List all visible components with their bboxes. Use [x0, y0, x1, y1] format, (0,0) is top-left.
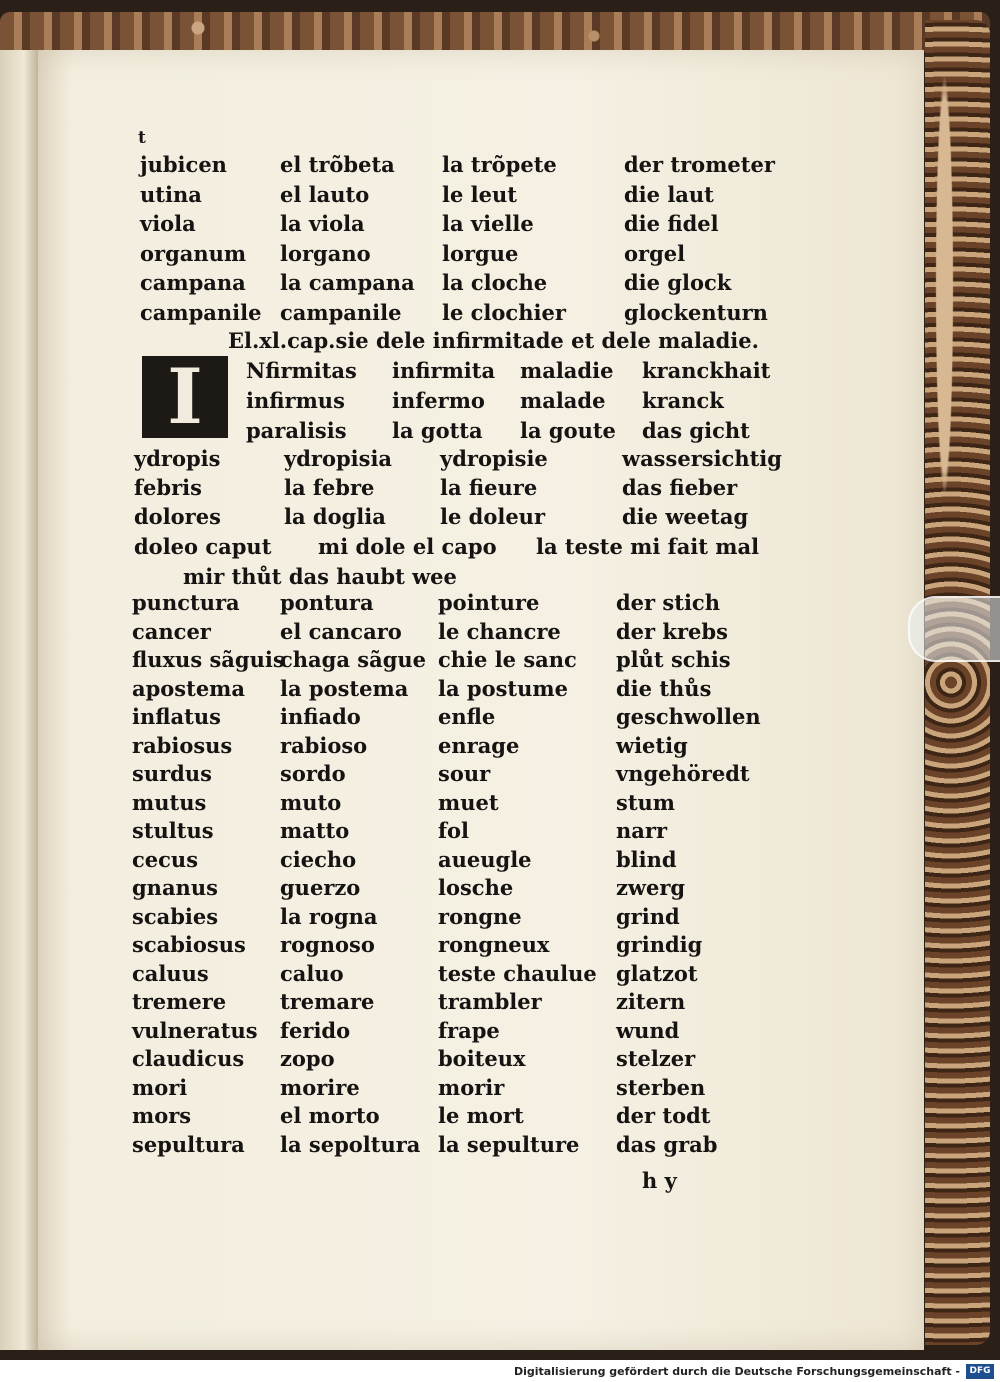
- vocab-cell: febris: [134, 475, 202, 500]
- vocab-cell: glockenturn: [624, 299, 768, 325]
- vocab-cell: matto: [280, 818, 350, 843]
- vocab-cell: enrage: [438, 732, 520, 758]
- vocab-cell: kranckhait: [642, 358, 771, 383]
- vocab-cell: organum: [140, 240, 247, 266]
- vocab-cell: ydropisia: [284, 446, 393, 471]
- vocab-cell: la viola: [280, 211, 365, 236]
- long-entry-line2: mir thůt das haubt wee: [183, 564, 457, 589]
- signature-mark-bottom: h y: [642, 1168, 677, 1193]
- vocab-cell: stum: [616, 789, 676, 815]
- vocab-cell: der stich: [616, 590, 720, 615]
- vocab-cell: la campana: [280, 270, 415, 295]
- vocab-cell: sordo: [280, 761, 346, 786]
- vocab-cell: die thůs: [616, 675, 712, 701]
- vocab-cell: la febre: [284, 475, 375, 500]
- vocab-cell: chaga sãgue: [280, 647, 427, 672]
- vocab-cell: orgel: [624, 240, 686, 266]
- vocab-cell: la cloche: [442, 270, 548, 295]
- vocab-cell: muto: [280, 789, 342, 815]
- vocab-cell: la trõpete: [442, 152, 557, 177]
- vocab-cell: inflatus: [132, 704, 221, 729]
- vocab-cell: der todt: [616, 1103, 711, 1128]
- vocab-cell: zitern: [616, 989, 686, 1014]
- vocab-cell: lorgue: [442, 240, 519, 266]
- vocab-cell: le doleur: [440, 504, 546, 529]
- vocab-cell: sepultura: [132, 1131, 245, 1157]
- vocab-cell: la fieure: [440, 475, 538, 500]
- vocab-cell: campana: [140, 270, 246, 295]
- vocab-cell: campanile: [140, 299, 262, 325]
- vocab-cell: la vielle: [442, 211, 534, 236]
- vocab-cell: viola: [140, 211, 196, 236]
- vocab-cell: la postume: [438, 675, 568, 701]
- vocab-cell: el morto: [280, 1103, 380, 1128]
- signature-mark-top: t: [138, 128, 146, 148]
- vocab-cell: stelzer: [616, 1046, 696, 1071]
- vocab-cell: ferido: [280, 1017, 351, 1043]
- vocab-cell: boiteux: [438, 1046, 526, 1071]
- vocab-cell: le clochier: [442, 299, 566, 325]
- vocab-cell: Nfirmitas: [246, 358, 357, 383]
- vocab-cell: malade: [520, 388, 606, 413]
- vocab-cell: surdus: [132, 761, 212, 786]
- vocab-cell: sterben: [616, 1074, 706, 1100]
- vocab-cell: caluus: [132, 960, 209, 986]
- vocab-cell: rongne: [438, 903, 522, 929]
- vocab-cell: la gotta: [392, 418, 483, 443]
- vocab-cell: ydropisie: [440, 446, 548, 471]
- vocab-cell: gnanus: [132, 875, 218, 900]
- vocab-cell: cancer: [132, 618, 211, 644]
- vocab-cell: la sepulture: [438, 1131, 580, 1157]
- vocab-cell: morir: [438, 1074, 505, 1100]
- vocab-cell: mori: [132, 1074, 188, 1100]
- vocab-cell: lorgano: [280, 240, 371, 266]
- vocab-cell: scabiosus: [132, 932, 246, 957]
- page-clip: [908, 596, 1000, 662]
- vocab-cell: tremare: [280, 989, 375, 1014]
- vocab-cell: stultus: [132, 818, 214, 843]
- vocab-cell: rabiosus: [132, 732, 233, 758]
- vocab-cell: geschwollen: [616, 704, 761, 729]
- vocab-cell: la goute: [520, 418, 616, 443]
- vocab-cell: fol: [438, 818, 470, 843]
- vocab-cell: die glock: [624, 270, 732, 295]
- vocab-cell: vngehöredt: [616, 761, 750, 786]
- vocab-cell: la postema: [280, 675, 409, 701]
- vocab-cell: dolores: [134, 504, 221, 529]
- vocab-cell: die laut: [624, 181, 714, 207]
- vocab-cell: paralisis: [246, 418, 347, 443]
- vocab-cell: rongneux: [438, 932, 550, 957]
- vocab-cell: apostema: [132, 675, 246, 701]
- binding-cover-right: [925, 20, 990, 1345]
- vocab-cell: cecus: [132, 846, 199, 872]
- decorated-initial: I: [142, 356, 228, 438]
- vocab-cell: wietig: [616, 732, 688, 758]
- vocab-cell: guerzo: [280, 875, 361, 900]
- vocab-cell: el cancaro: [280, 618, 402, 644]
- vocab-cell: wassersichtig: [622, 446, 782, 471]
- vocab-cell: enfle: [438, 704, 496, 729]
- vocab-cell: grind: [616, 903, 680, 929]
- vocab-cell: caluo: [280, 960, 344, 986]
- vocab-cell: grindig: [616, 932, 703, 957]
- footer-bar: [0, 1362, 1000, 1382]
- vocab-cell: pointure: [438, 590, 540, 615]
- vocab-cell: claudicus: [132, 1046, 245, 1071]
- vocab-cell: narr: [616, 818, 668, 843]
- vocab-cell: infiado: [280, 704, 361, 729]
- vocab-cell: le mort: [438, 1103, 524, 1128]
- vocab-cell: zwerg: [616, 875, 686, 900]
- vocab-cell: la rogna: [280, 903, 378, 929]
- vocab-cell: chie le sanc: [438, 647, 577, 672]
- vocab-cell: mors: [132, 1103, 192, 1128]
- footer-credit: Digitalisierung gefördert durch die Deutsche Forschungsgemeinschaft -: [513, 1365, 960, 1378]
- vocab-cell: jubicen: [140, 152, 227, 177]
- vocab-cell: campanile: [280, 299, 402, 325]
- vocab-cell: le chancre: [438, 618, 561, 644]
- book-page: [38, 50, 924, 1350]
- vocab-cell: das gicht: [642, 418, 750, 443]
- vocab-cell: das grab: [616, 1131, 718, 1157]
- vocab-cell: infirmita: [392, 358, 496, 383]
- vocab-cell: la doglia: [284, 504, 386, 529]
- chapter-heading: El.xl.cap.sie dele infirmitade et dele maladie.: [228, 328, 759, 353]
- vocab-cell: ydropis: [134, 446, 221, 471]
- vocab-cell: plůt schis: [616, 647, 731, 672]
- vocab-cell: teste chaulue: [438, 960, 597, 986]
- vocab-cell: scabies: [132, 903, 219, 929]
- vocab-cell: infirmus: [246, 388, 345, 413]
- vocab-cell: wund: [616, 1017, 680, 1043]
- vocab-cell: zopo: [280, 1046, 335, 1071]
- vocab-cell: muet: [438, 789, 499, 815]
- vocab-cell: la sepoltura: [280, 1131, 421, 1157]
- vocab-cell: punctura: [132, 590, 240, 615]
- vocab-cell: kranck: [642, 388, 724, 413]
- vocab-cell: doleo caput: [134, 534, 272, 559]
- vocab-cell: ciecho: [280, 846, 357, 872]
- vocab-cell: maladie: [520, 358, 614, 383]
- vocab-cell: das fieber: [622, 475, 738, 500]
- vocab-cell: rabioso: [280, 732, 368, 758]
- vocab-cell: der trometer: [624, 152, 775, 177]
- dfg-logo: DFG: [966, 1364, 994, 1379]
- binding-cover-top: [0, 12, 990, 52]
- vocab-cell: mi dole el capo: [318, 534, 497, 559]
- vocab-cell: pontura: [280, 590, 374, 615]
- vocab-cell: sour: [438, 761, 491, 786]
- vocab-cell: el lauto: [280, 181, 370, 207]
- vocab-cell: el trõbeta: [280, 152, 395, 177]
- vocab-cell: mutus: [132, 789, 207, 815]
- vocab-cell: die fidel: [624, 211, 719, 236]
- vocab-cell: blind: [616, 846, 677, 872]
- vocab-cell: infermo: [392, 388, 485, 413]
- vocab-cell: le leut: [442, 181, 517, 207]
- vocab-cell: losche: [438, 875, 514, 900]
- vocab-cell: vulneratus: [132, 1017, 258, 1043]
- vocab-cell: utina: [140, 181, 202, 207]
- vocab-cell: frape: [438, 1017, 500, 1043]
- vocab-cell: der krebs: [616, 618, 728, 644]
- vocab-cell: rognoso: [280, 932, 375, 957]
- vocab-cell: fluxus sãguis: [132, 647, 285, 672]
- vocab-cell: trambler: [438, 989, 542, 1014]
- vocab-cell: die weetag: [622, 504, 749, 529]
- vocab-cell: tremere: [132, 989, 227, 1014]
- facing-page-edge: [0, 50, 40, 1350]
- vocab-cell: la teste mi fait mal: [536, 534, 760, 559]
- vocab-cell: aueugle: [438, 846, 532, 872]
- vocab-cell: morire: [280, 1074, 360, 1100]
- vocab-cell: glatzot: [616, 960, 698, 986]
